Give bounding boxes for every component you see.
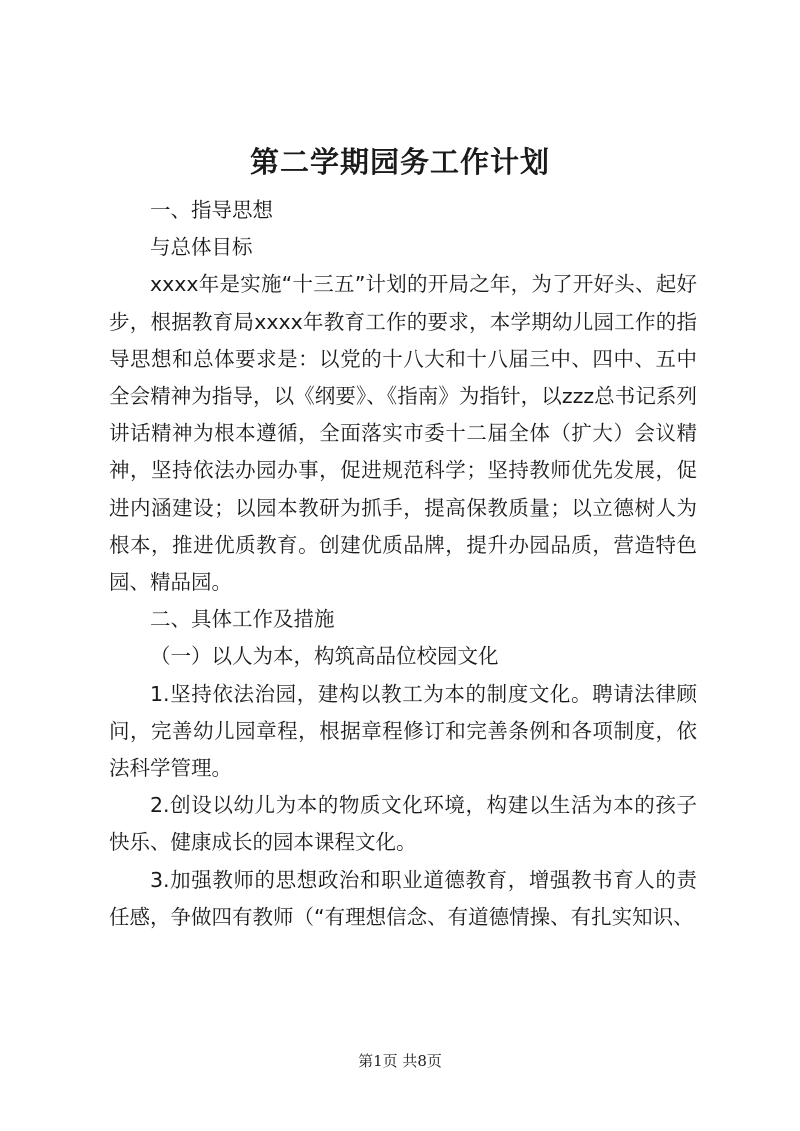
section-heading: 二、具体工作及措施 bbox=[150, 607, 335, 632]
section-subheading: 与总体目标 bbox=[150, 235, 253, 260]
body-paragraph: 2.创设以幼儿为本的物质文化环境，构建以生活为本的孩子快乐、健康成长的园本课程文化。 bbox=[109, 793, 697, 855]
body-paragraph: 1.坚持依法治园，建构以教工为本的制度文化。聘请法律顾问，完善幼儿园章程，根据章程修订和完善条例和各项制度，依法科学管理。 bbox=[109, 681, 697, 781]
body-paragraph: 3.加强教师的思想政治和职业道德教育，增强教书育人的责任感，争做四有教师（“有理想信念、有道德情操、有扎实知识、 bbox=[109, 867, 697, 929]
subsection-heading: （一）以人为本，构筑高品位校园文化 bbox=[150, 644, 499, 669]
page-number-footer: 第1页 共8页 bbox=[358, 1052, 442, 1070]
body-paragraph: xxxx年是实施“十三五”计划的开局之年，为了开好头、起好步，根据教育局xxxx年教育工作的要求，本学期幼儿园工作的指导思想和总体要求是：以党的十八大和十八届三中、四中、五中全会精神为指导，以《纲要》、《指南》为指针，以zzz总书记系列讲话精神为根本遵循，全面落实市委十二届全体（扩大）会议精神，坚持依法办园办事，促进规范科学；坚持教师优先发展，促进内涵建设；以园本教研为抓手，提高保教质量；以立德树人为根本，推进优质教育。创建优质品牌，提升办园品质，营造特色园、精品园。 bbox=[109, 272, 697, 595]
document-body bbox=[109, 192, 697, 936]
document-title: 第二学期园务工作计划 bbox=[249, 145, 550, 179]
section-heading: 一、指导思想 bbox=[150, 198, 273, 222]
